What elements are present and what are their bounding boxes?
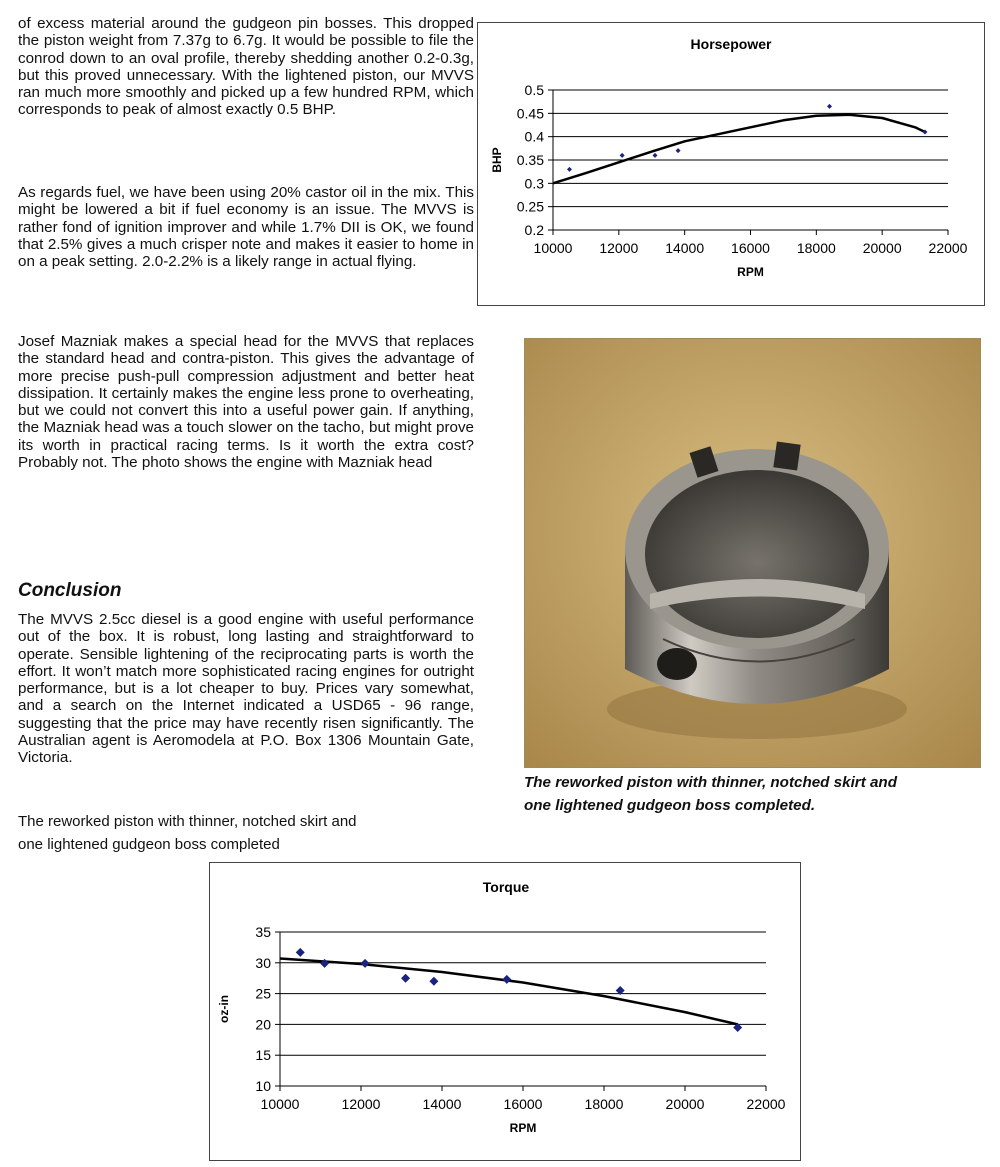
y-tick-label: 15 [255,1047,271,1064]
x-tick-label: 14000 [422,1096,462,1112]
y-tick-label: 35 [255,924,271,940]
y-tick-label: 0.5 [524,82,544,98]
y-tick-label: 0.3 [524,175,544,192]
conclusion-heading: Conclusion [18,580,122,601]
data-point [361,959,370,968]
x-tick-label: 18000 [584,1096,624,1112]
x-tick-label: 22000 [928,240,968,256]
x-tick-label: 10000 [533,240,573,256]
y-tick-label: 0.25 [516,198,544,215]
caption-plain-line1: The reworked piston with thinner, notched skirt and [18,813,357,830]
photo-caption-line2: one lightened gudgeon boss completed. [524,797,816,814]
torque-chart [209,862,801,1161]
x-tick-label: 12000 [341,1096,381,1112]
x-axis-label: RPM [737,265,764,279]
y-tick-label: 10 [255,1078,271,1094]
chart-title: Horsepower [690,36,772,52]
data-point [827,104,832,109]
paragraph-mazniak-head: Josef Mazniak makes a special head for the MVVS that replaces the standard head and contra-piston. This gives the advantage of more precise push-pull compression adjustment and better heat dissipation. It certainly makes the engine less prone to overheating, but we could not convert this into a useful power gain. If anything, the Mazniak head was a touch slower on the tacho, but might prove its worth in practical racing terms. Is it worth the extra cost? Probably not. The photo shows the engine with Mazniak head [18,333,474,472]
y-axis-label: BHP [490,147,504,173]
horsepower-chart [477,22,985,306]
data-point [653,153,658,158]
piston-photo [524,338,981,768]
x-tick-label: 16000 [503,1096,543,1112]
data-point [567,167,572,172]
horsepower-chart-svg [478,23,984,305]
x-tick-label: 22000 [746,1096,786,1112]
y-tick-label: 0.45 [516,105,544,122]
torque-chart-svg [210,863,800,1160]
photo-caption-line1: The reworked piston with thinner, notched skirt and [524,774,897,791]
y-tick-label: 0.35 [516,152,544,168]
data-point [296,948,305,957]
y-tick-label: 30 [255,954,271,971]
x-tick-label: 12000 [599,240,639,256]
x-tick-label: 14000 [665,240,705,256]
paragraph-piston-lightening: of excess material around the gudgeon pin bosses. This dropped the piston weight from 7.37g to 6.7g. It would be possible to file the conrod down to an oval profile, thereby shedding another 0.2-0.3g, but this proved unnecessary. With the lightened piston, our MVVS ran much more smoothly and picked up a few hundred RPM, which corresponds to peak of almost exactly 0.5 BHP. [18,15,474,119]
piston-image [525,339,980,767]
x-tick-label: 16000 [731,240,770,256]
chart-title: Torque [482,879,530,895]
x-tick-label: 20000 [665,1096,705,1112]
y-tick-label: 25 [255,985,271,1002]
x-tick-label: 20000 [862,240,902,256]
y-tick-label: 0.2 [524,222,544,238]
paragraph-conclusion: The MVVS 2.5cc diesel is a good engine with useful performance out of the box. It is robust, long lasting and straightforward to operate. Sensible lightening of the reciprocating parts is worth the effort. It won’t match more sophisticated racing engines for outright performance, but is a lot cheaper to buy. Prices vary somewhat, and a search on the Internet indicated a USD65 - 96 range, suggesting that the price may have recently risen significantly. The Australian agent is Aeromodela at P.O. Box 1306 Mountain Gate, Victoria. [18,611,474,767]
data-point [620,153,625,158]
data-point [502,975,511,984]
trendline [280,959,738,1025]
trendline [553,115,925,184]
y-axis-label: oz-in [217,995,231,1023]
x-tick-label: 18000 [796,240,836,256]
data-point [676,148,681,153]
data-point [429,977,438,986]
x-tick-label: 10000 [260,1096,300,1112]
data-point [401,974,410,983]
y-tick-label: 0.4 [524,128,544,145]
paragraph-fuel: As regards fuel, we have been using 20% castor oil in the mix. This might be lowered a bit if fuel economy is an issue. The MVVS is rather fond of ignition improver and while 1.7% DII is OK, we found that 2.5% gives a much crisper note and makes it easier to home in on a peak setting. 2.0-2.2% is a likely range in actual flying. [18,184,474,271]
caption-plain-line2: one lightened gudgeon boss completed [18,836,280,853]
y-tick-label: 20 [255,1016,271,1033]
x-axis-label: RPM [509,1121,537,1135]
